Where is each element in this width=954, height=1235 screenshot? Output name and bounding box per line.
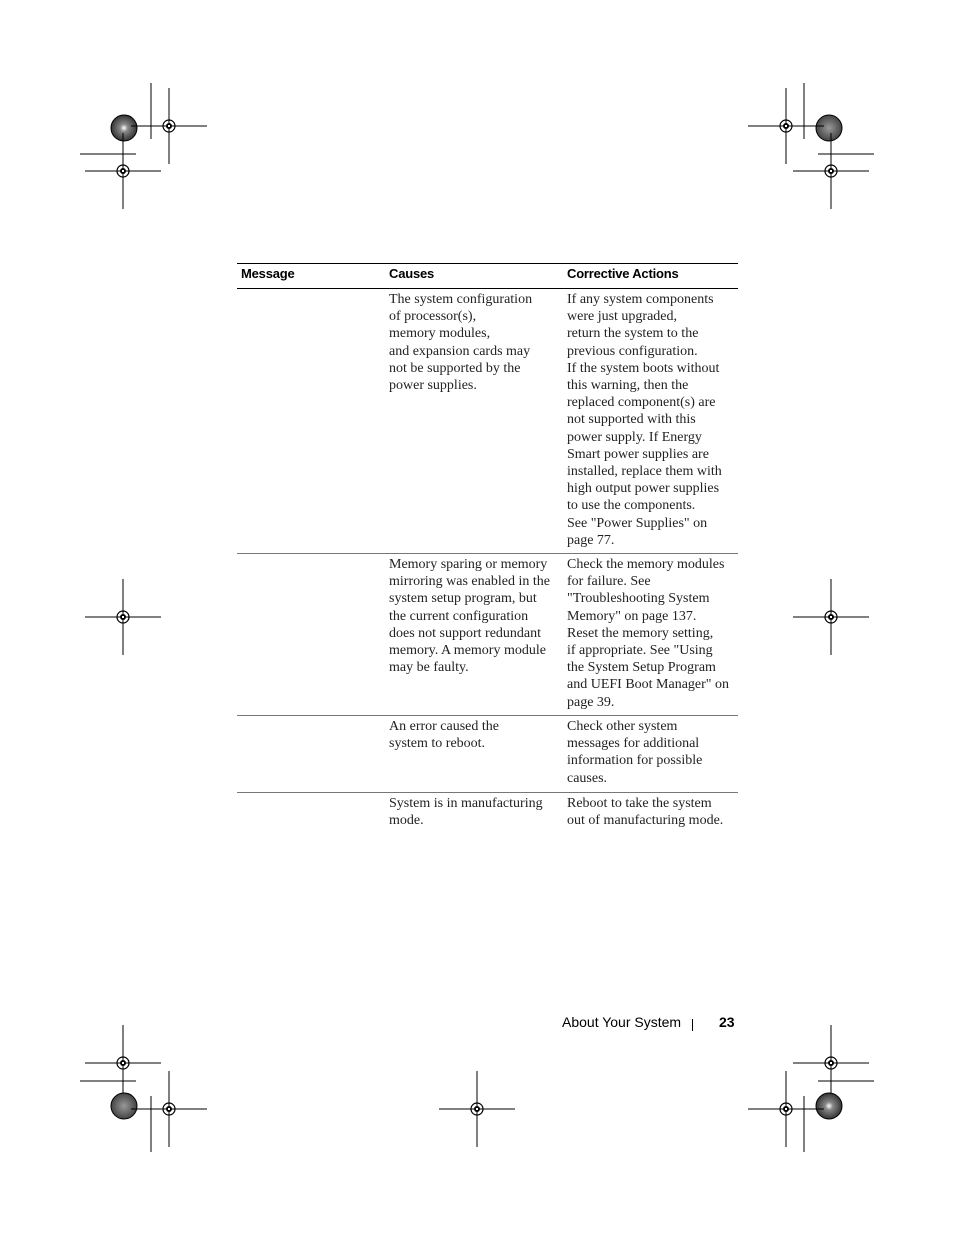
row4-actions: Reboot to take the system out of manufacturing mode. — [567, 796, 724, 829]
star-target-icon — [816, 115, 842, 141]
star-target-icon — [111, 1093, 137, 1119]
row4-causes: System is in manufacturing mode. — [389, 796, 543, 829]
header-causes: Causes — [389, 266, 435, 281]
row2-causes: Memory sparing or memory mirroring was enabled in the system setup program, but the current configuration does not support redundant memory. A memory module may be faulty. — [389, 557, 550, 676]
page-number: 23 — [719, 1014, 735, 1030]
star-target-icon — [816, 1093, 842, 1119]
star-target-icon — [111, 115, 137, 141]
header-corrective-actions: Corrective Actions — [567, 266, 679, 281]
row3-actions: Check other system messages for additional information for possible causes. — [567, 719, 703, 786]
header-message: Message — [241, 266, 295, 281]
footer-section-title: About Your System — [562, 1014, 682, 1030]
row2-actions: Check the memory modules for failure. See "Troubleshooting System Memory" on page 137. Reset the memory setting, if appropriate. See "Using the System Setup Program and UEFI Boot Manager" on page 39. — [567, 557, 730, 710]
row1-causes: The system configuration of processor(s), memory modules, and expansion cards may not be supported by the power supplies. — [389, 292, 533, 394]
row3-causes: An error caused the system to reboot. — [389, 719, 500, 752]
row1-actions: If any system components were just upgraded, return the system to the previous configuration. If the system boots without this warning, then the replaced component(s) are not supported with this power supply. If Energy Smart power supplies are installed, replace them with high output power supplies to use the components. See "Power Supplies" on page 77. — [567, 292, 722, 548]
